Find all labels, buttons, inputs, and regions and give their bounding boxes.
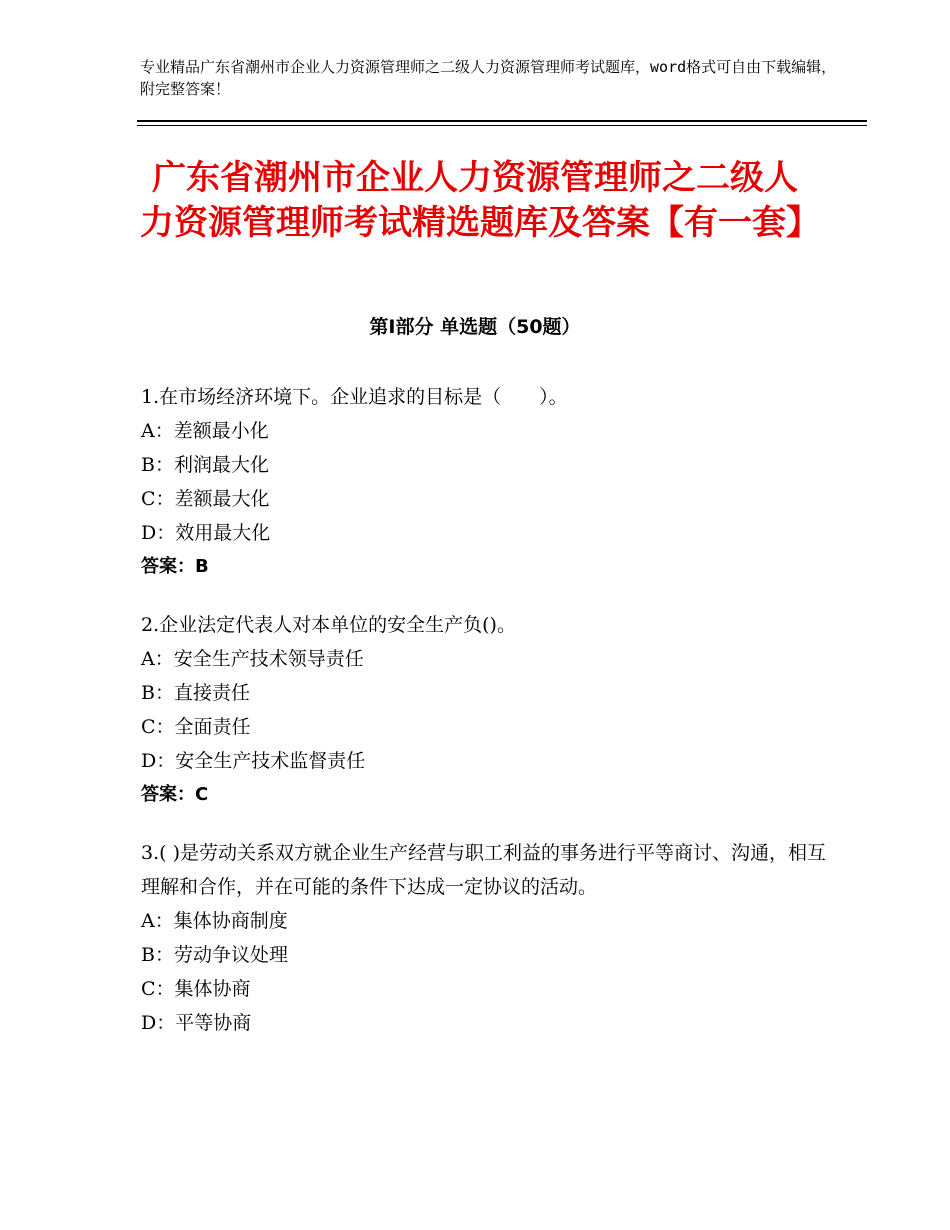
header-divider-thick (137, 120, 867, 122)
section-title: 第Ⅰ部分 单选题（50题） (369, 316, 581, 338)
option-a: A：差额最小化 (141, 420, 269, 442)
option-d: D：平等协商 (141, 1012, 252, 1034)
option-a: A：集体协商制度 (141, 910, 288, 932)
option-b: B：直接责任 (141, 682, 250, 704)
option-b: B：利润最大化 (141, 454, 269, 476)
header-note: 专业精品广东省潮州市企业人力资源管理师之二级人力资源管理师考试题库，word格式可自由下载编辑，附完整答案！ (140, 58, 837, 98)
document-title: 广东省潮州市企业人力资源管理师之二级人力资源管理师考试精选题库及答案【有一套】 (140, 158, 820, 243)
option-c: C：差额最大化 (141, 488, 270, 510)
question-list (141, 380, 831, 1064)
question-stem: 2.企业法定代表人对本单位的安全生产负()。 (141, 614, 516, 636)
option-b: B：劳动争议处理 (141, 944, 288, 966)
option-d: D：安全生产技术监督责任 (141, 750, 366, 772)
question-1 (141, 380, 831, 584)
answer: 答案：C (141, 784, 209, 805)
question-stem: 3.( )是劳动关系双方就企业生产经营与职工利益的事务进行平等商讨、沟通，相互理解和合作，并在可能的条件下达成一定协议的活动。 (141, 842, 826, 898)
option-a: A：安全生产技术领导责任 (141, 648, 364, 670)
header-divider-thin (137, 125, 867, 126)
question-3 (141, 836, 831, 1040)
question-2 (141, 608, 831, 812)
option-d: D：效用最大化 (141, 522, 271, 544)
option-c: C：全面责任 (141, 716, 251, 738)
question-stem: 1.在市场经济环境下。企业追求的目标是（ ）。 (141, 386, 568, 408)
answer: 答案：B (141, 556, 209, 577)
option-c: C：集体协商 (141, 978, 251, 1000)
